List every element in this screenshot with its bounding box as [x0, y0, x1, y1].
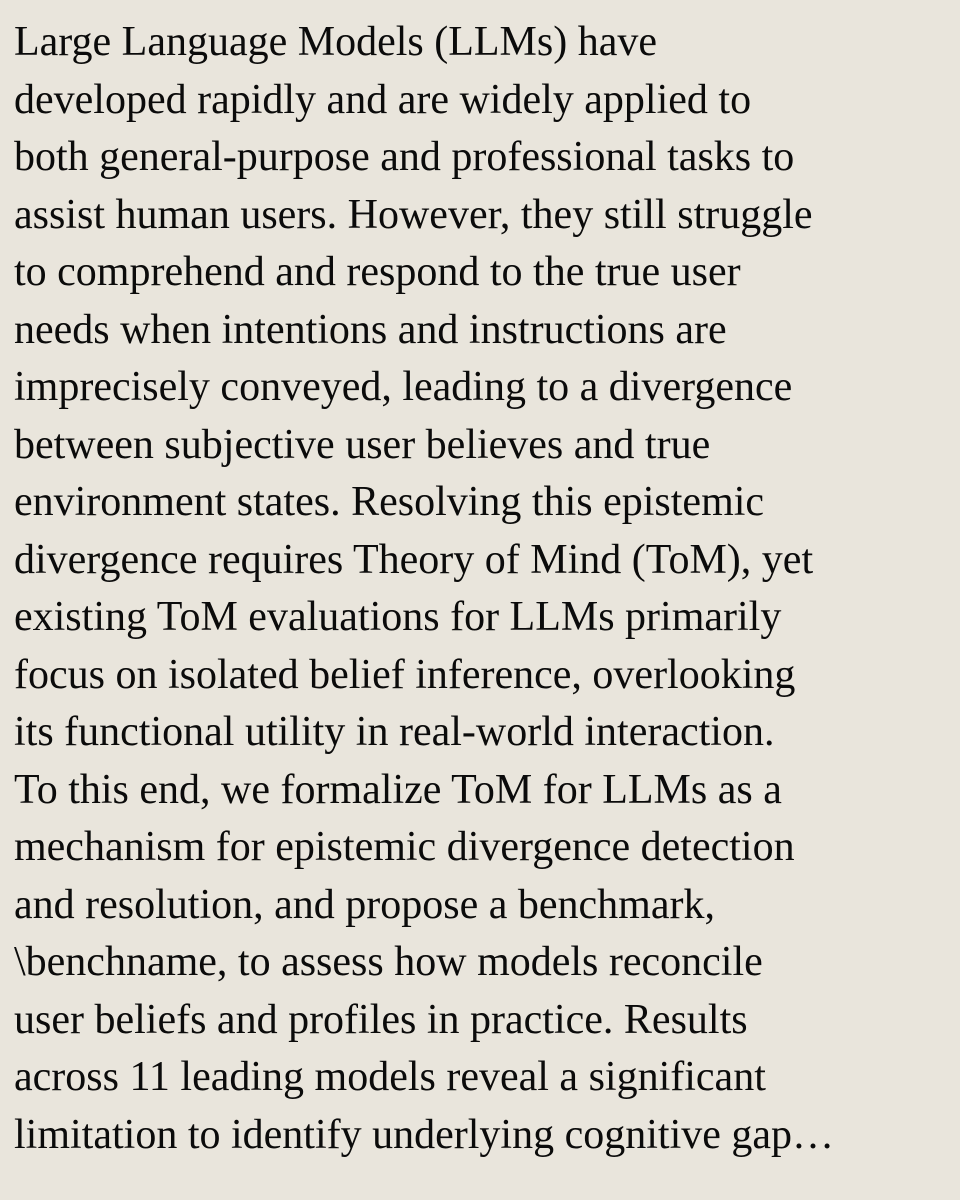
abstract-line: developed rapidly and are widely applied to — [14, 76, 752, 123]
abstract-line: user beliefs and profiles in practice. Results — [14, 996, 748, 1043]
abstract-text — [14, 14, 960, 1164]
abstract-line: across 11 leading models reveal a significant — [14, 1054, 766, 1100]
abstract-line: focus on isolated belief inference, overlooking — [14, 651, 796, 698]
abstract-line: divergence requires Theory of Mind (ToM), yet — [14, 536, 814, 583]
abstract-line: to comprehend and respond to the true user — [14, 249, 741, 295]
abstract-line: imprecisely conveyed, leading to a divergence — [14, 364, 793, 410]
abstract-line: and resolution, and propose a benchmark, — [14, 881, 715, 928]
abstract-line: both general-purpose and professional tasks to — [14, 134, 795, 180]
abstract-line: existing ToM evaluations for LLMs primarily — [14, 594, 782, 640]
abstract-line: limitation to identify underlying cognitive gap… — [14, 1111, 835, 1158]
abstract-line: environment states. Resolving this epistemic — [14, 479, 765, 525]
abstract-line: assist human users. However, they still struggle — [14, 191, 813, 238]
abstract-line: mechanism for epistemic divergence detection — [14, 824, 795, 870]
abstract-line: needs when intentions and instructions are — [14, 306, 727, 353]
abstract-line: between subjective user believes and true — [14, 421, 711, 468]
abstract-line: Large Language Models (LLMs) have — [14, 19, 658, 65]
abstract-line: To this end, we formalize ToM for LLMs as a — [14, 766, 782, 813]
abstract-line: \benchname, to assess how models reconcile — [14, 939, 763, 985]
abstract-line: its functional utility in real-world interaction. — [14, 709, 775, 755]
